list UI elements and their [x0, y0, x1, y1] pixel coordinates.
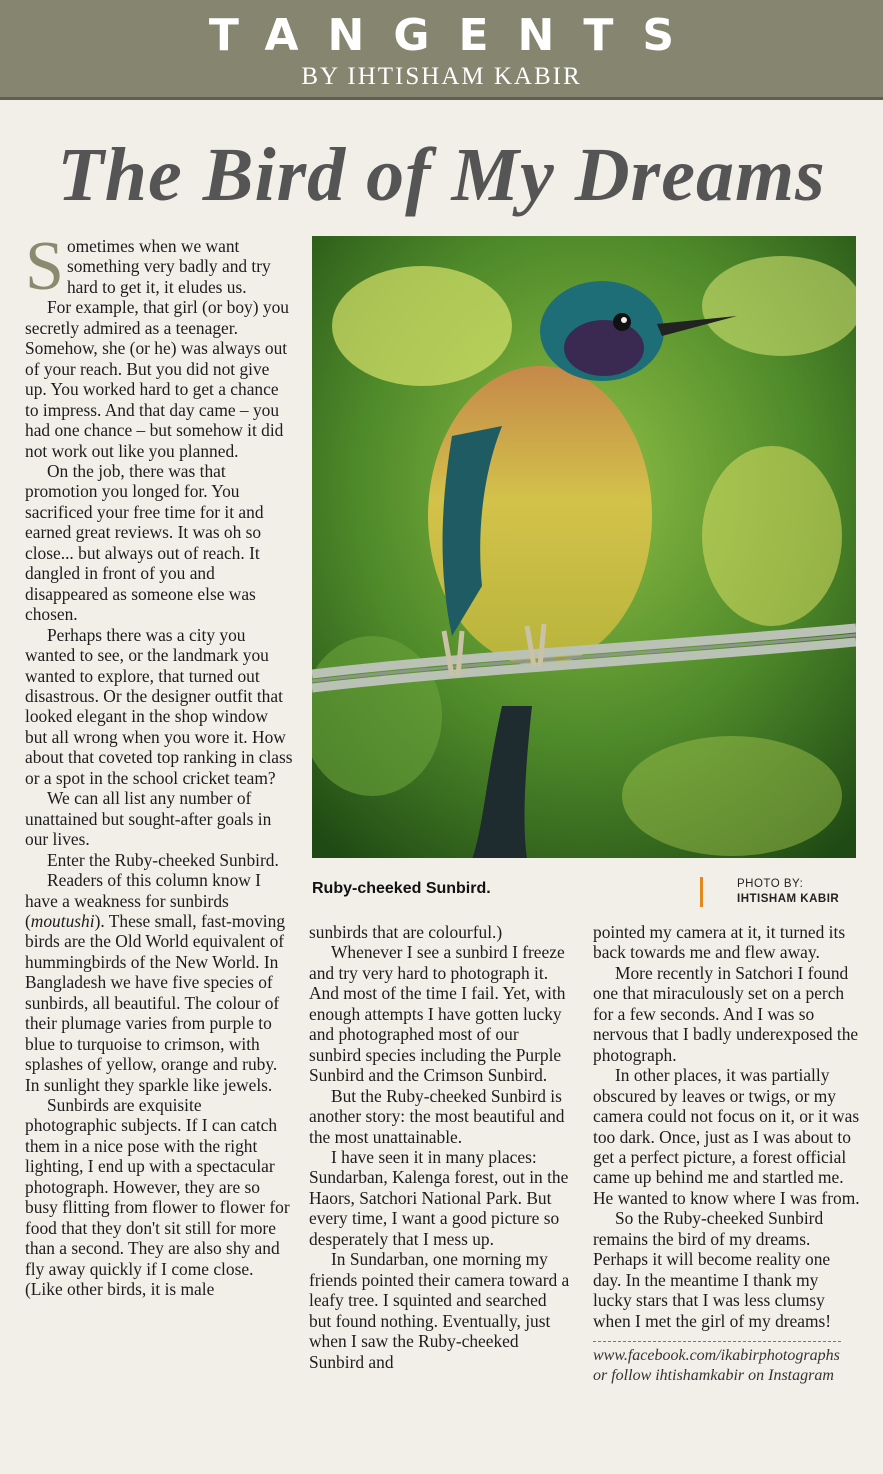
paragraph: Enter the Ruby-cheeked Sunbird.: [47, 849, 279, 870]
paragraph: In other places, it was partially obscured by leaves or twigs, or my camera could not focus on it, or it was too dark. Once, just as I was about to get a perfect picture, a forest official came up behind me and startled me. He wanted to know where I was from.: [593, 1065, 860, 1208]
paragraph: I have seen it in many places: Sundarban, Kalenga forest, out in the Haors, Satchori National Park. But every time, I want a good picture so desperately that I mess up.: [309, 1146, 569, 1249]
paragraph: So the Ruby-cheeked Sunbird remains the bird of my dreams. Perhaps it will become reality one day. In the meantime I thank my lucky stars that I was less clumsy when I met the girl of my dreams!: [593, 1208, 832, 1331]
paragraph: In Sundarban, one morning my friends pointed their camera toward a leafy tree. I squinted and searched but found nothing. Eventually, just when I saw the Ruby-cheeked Sunbird and: [309, 1249, 570, 1372]
credit-divider: [700, 877, 703, 907]
paragraph: But the Ruby-cheeked Sunbird is another story: the most beautiful and the most unattainable.: [309, 1085, 565, 1147]
paragraph: Sometimes when we want something very badly and try hard to get it, it eludes us.: [25, 228, 271, 305]
paragraph: Readers of this column know I have a weakness for sunbirds (moutushi). These small, fast-moving birds are the Old World equivalent of hummingbirds of the New World. In Bangladesh we have five species of sunbirds, all beautiful. The colour of their plumage varies from purple to blue to turquoise to crimson, with splashes of yellow, orange and ruby. In sunlight they sparkle like jewels.: [25, 870, 286, 1095]
article-column-3: [593, 922, 861, 1386]
column-title: TANGENTS: [208, 10, 704, 61]
article-column-1: [25, 228, 293, 1300]
paragraph: Sunbirds are exquisite photographic subjects. If I can catch them in a nice pose with the right lighting, I end up with a spectacular photograph. However, they are so busy flitting from flower to flower for food that they don't sit still for more than a second. They are also shy and fly away quickly if I come close. (Like other birds, it is male: [25, 1095, 290, 1300]
photo-credit: [737, 877, 839, 907]
credit-name: IHTISHAM KABIR: [737, 893, 840, 905]
paragraph: More recently in Satchori I found one that miraculously set on a perch for a few seconds. And I was so nervous that I badly underexposed the photograph.: [593, 962, 859, 1065]
paragraph: pointed my camera at it, it turned its back towards me and flew away.: [593, 922, 846, 963]
drop-cap: S: [25, 228, 64, 305]
paragraph: sunbirds that are colourful.): [309, 922, 503, 942]
facebook-link[interactable]: www.facebook.com/ikabirphotographs: [593, 1347, 840, 1365]
bird-image-icon: [312, 236, 856, 858]
sunbird-photo: [312, 236, 856, 858]
credit-label: PHOTO BY:: [737, 878, 804, 890]
column-byline: BY IHTISHAM KABIR: [301, 63, 582, 90]
masthead: [0, 0, 883, 100]
paragraph: For example, that girl (or boy) you secretly admired as a teenager. Somehow, she (or he) was always out of your reach. But you did not give up. You worked hard to get a chance to impress. And that day came – you had one chance – but somehow it did not work out like you planned.: [25, 297, 289, 461]
instagram-note: or follow ihtishamkabir on Instagram: [593, 1367, 834, 1385]
article-column-2: [309, 922, 571, 1372]
article-headline: The Bird of My Dreams: [57, 133, 826, 217]
paragraph: Whenever I see a sunbird I freeze and try very hard to photograph it. And most of the time I fail. Yet, with enough attempts I have gotten lucky and photographed most of our sunbird species including the Purple Sunbird and the Crimson Sunbird.: [309, 942, 566, 1086]
paragraph: We can all list any number of unattained but sought-after goals in our lives.: [25, 788, 272, 850]
photo-caption: Ruby-cheeked Sunbird.: [312, 880, 491, 897]
paragraph: On the job, there was that promotion you longed for. You sacrificed your free time for it and earned great reviews. It was oh so close... but always out of reach. It dangled in front of you and disappeared as someone else was chosen.: [25, 460, 264, 625]
footer-divider: [593, 1341, 841, 1342]
paragraph: Perhaps there was a city you wanted to see, or the landmark you wanted to explore, that turned out disastrous. Or the designer outfit that looked elegant in the shop window but all wrong when you wore it. How about that coveted top ranking in class or a spot in the school cricket team?: [25, 624, 293, 788]
